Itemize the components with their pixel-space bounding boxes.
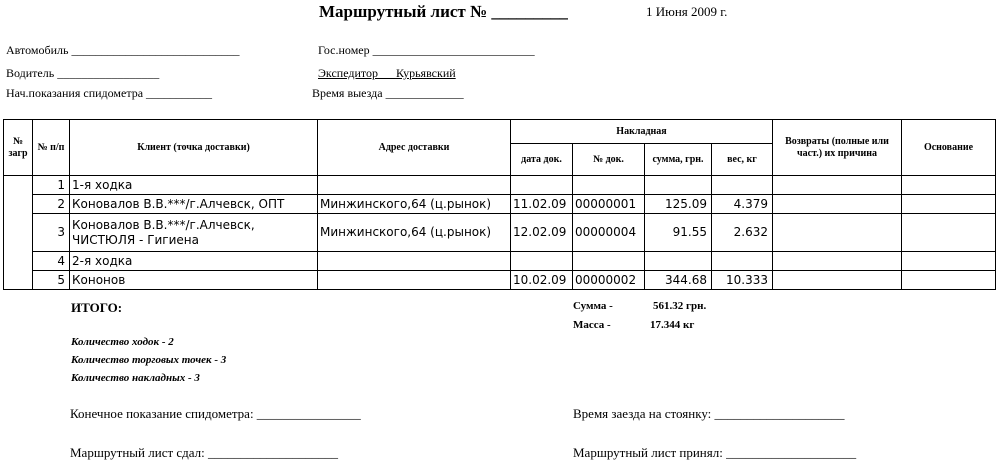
mass-label: Масса - (573, 319, 611, 331)
header-invoice: Накладная (511, 120, 773, 144)
row-date (511, 252, 573, 271)
route-table (3, 119, 996, 290)
row-address: Минжинского,64 (ц.рынок) (318, 214, 511, 252)
field-driver: Водитель _________________ (6, 66, 160, 80)
row-basis (902, 271, 996, 290)
row-doc (573, 252, 645, 271)
row-returns (773, 214, 902, 252)
row-number: 2 (33, 195, 70, 214)
header-doc-date: дата док. (511, 144, 573, 176)
sum-label: Сумма - (573, 300, 613, 312)
row-sum: 344.68 (645, 271, 712, 290)
row-weight (712, 252, 773, 271)
row-weight: 10.333 (712, 271, 773, 290)
row-basis (902, 176, 996, 195)
header-client: Клиент (точка доставки) (70, 120, 318, 176)
document-title: Маршрутный лист № _________ (319, 2, 568, 21)
row-number: 3 (33, 214, 70, 252)
row-returns (773, 271, 902, 290)
row-doc: 00000004 (573, 214, 645, 252)
row-number: 5 (33, 271, 70, 290)
row-date (511, 176, 573, 195)
row-basis (902, 214, 996, 252)
row-date: 11.02.09 (511, 195, 573, 214)
row-client: Кононов (70, 271, 318, 290)
row-client: Коновалов В.В.***/г.Алчевск, ЧИСТЮЛЯ - Гигиена (70, 214, 318, 252)
expeditor-label: Экспедитор (318, 66, 378, 80)
handed-signature: Маршрутный лист сдал: ____________________ (70, 445, 339, 460)
row-weight (712, 176, 773, 195)
row-address (318, 252, 511, 271)
header-address: Адрес доставки (318, 120, 511, 176)
row-sum (645, 252, 712, 271)
trips-count: Количество ходок - 2 (71, 336, 174, 348)
row-sum: 125.09 (645, 195, 712, 214)
row-basis (902, 252, 996, 271)
accepted-signature: Маршрутный лист принял: ____________________ (573, 445, 857, 460)
table-row (4, 176, 996, 195)
field-departure-time: Время выезда _____________ (312, 86, 464, 100)
header-returns: Возвраты (полные или част.) их причина (773, 120, 902, 176)
field-auto: Автомобиль ____________________________ (6, 43, 240, 57)
row-date: 12.02.09 (511, 214, 573, 252)
table-row (4, 214, 996, 252)
row-returns (773, 195, 902, 214)
expeditor-name: Курьявский (395, 66, 456, 80)
header-sum: сумма, грн. (645, 144, 712, 176)
row-client: Коновалов В.В.***/г.Алчевск, ОПТ (70, 195, 318, 214)
row-returns (773, 252, 902, 271)
header-doc-number: № док. (573, 144, 645, 176)
sum-value: 561.32 грн. (653, 300, 707, 312)
row-doc: 00000002 (573, 271, 645, 290)
row-address: Минжинского,64 (ц.рынок) (318, 195, 511, 214)
row-doc: 00000001 (573, 195, 645, 214)
row-number: 1 (33, 176, 70, 195)
row-client: 1-я ходка (70, 176, 318, 195)
document-date: 1 Июня 2009 г. (646, 4, 728, 19)
totals-heading: ИТОГО: (71, 300, 123, 315)
row-client: 2-я ходка (70, 252, 318, 271)
row-sum (645, 176, 712, 195)
header-basis: Основание (902, 120, 996, 176)
header-pp: № п/п (33, 120, 70, 176)
row-weight: 2.632 (712, 214, 773, 252)
row-weight: 4.379 (712, 195, 773, 214)
table-row (4, 195, 996, 214)
row-number: 4 (33, 252, 70, 271)
header-weight: вес, кг (712, 144, 773, 176)
table-row (4, 252, 996, 271)
table-row (4, 271, 996, 290)
field-expeditor (318, 66, 456, 81)
parking-time: Время заезда на стоянку: ____________________ (573, 406, 845, 421)
field-gos-number: Гос.номер ___________________________ (318, 43, 535, 57)
field-odometer-start: Нач.показания спидометра ___________ (6, 86, 213, 100)
row-address (318, 176, 511, 195)
mass-value: 17.344 кг (650, 319, 695, 331)
row-address (318, 271, 511, 290)
row-date: 10.02.09 (511, 271, 573, 290)
row-basis (902, 195, 996, 214)
row-doc (573, 176, 645, 195)
row-returns (773, 176, 902, 195)
zagr-cell (4, 176, 33, 290)
row-sum: 91.55 (645, 214, 712, 252)
header-zagr: № загр (4, 120, 33, 176)
invoices-count: Количество накладных - 3 (71, 372, 200, 384)
points-count: Количество торговых точек - 3 (71, 354, 227, 366)
odometer-end: Конечное показание спидометра: ________________ (70, 406, 361, 421)
